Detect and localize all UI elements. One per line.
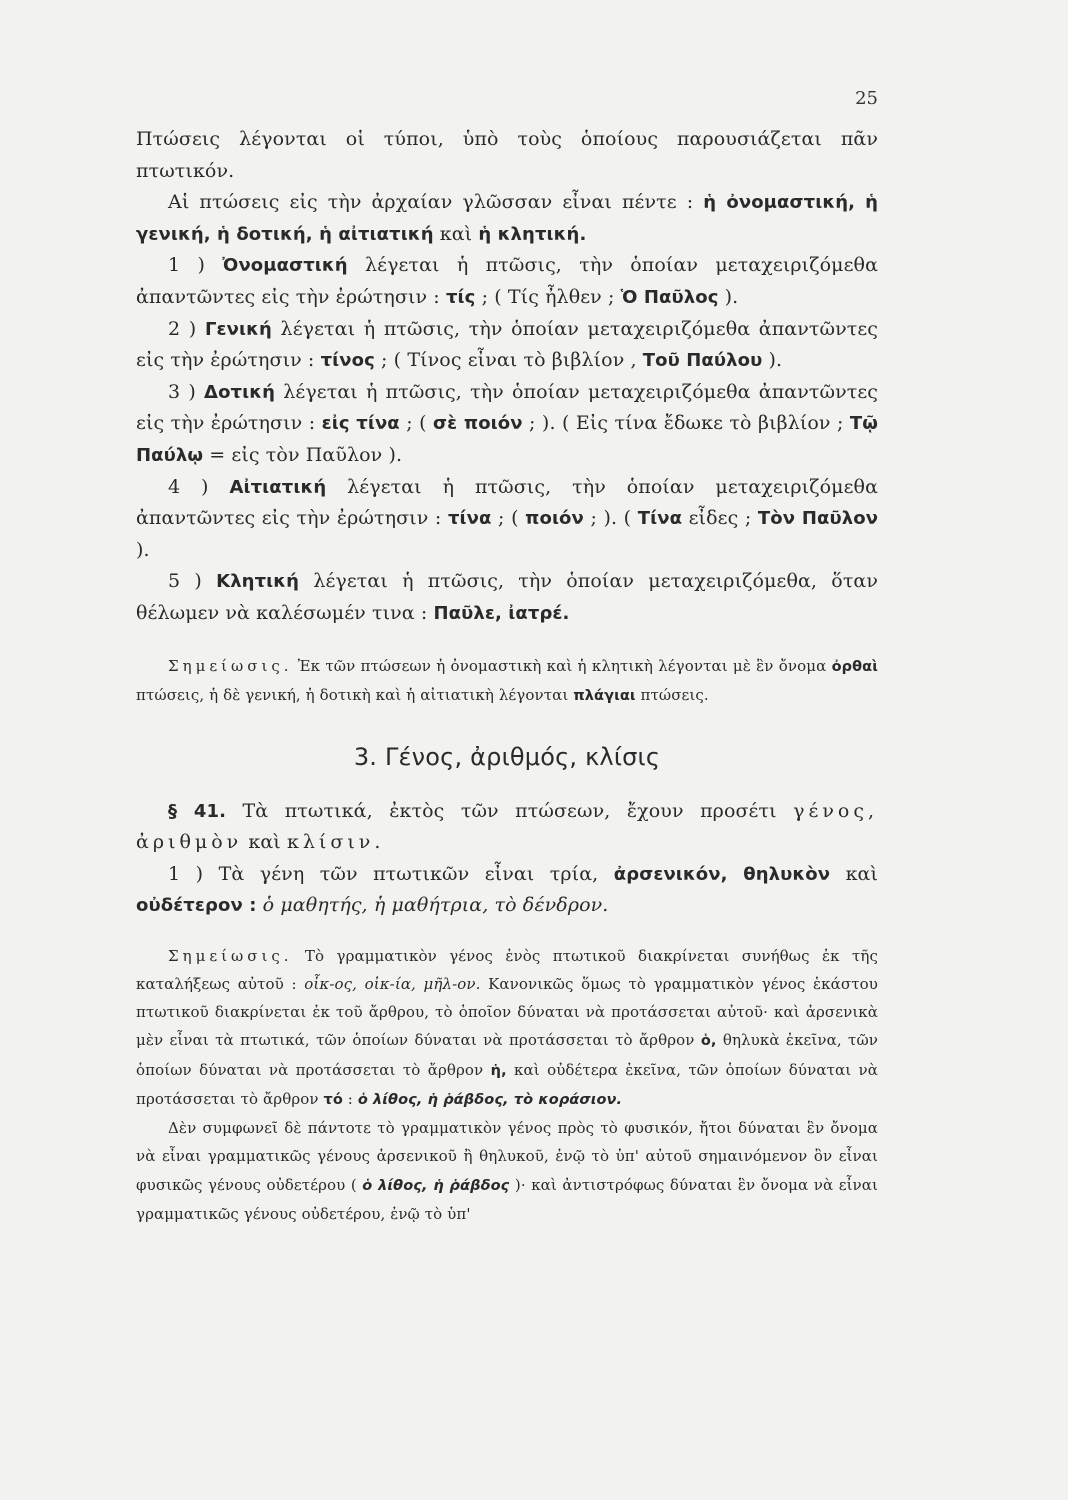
- section-number: § 41.: [168, 800, 227, 822]
- case-term: Ὀνομαστική: [222, 255, 348, 277]
- text: Ἐκ τῶν πτώσεων ἡ ὀνομαστικὴ καὶ ἡ κλητικὴ λέγονται μὲ ἓν ὄνομα: [297, 656, 827, 675]
- example: ; ). ( Εἰς τίνα ἔδωκε τὸ βιβλίον ;: [529, 412, 844, 435]
- question-word: τίς: [445, 286, 476, 308]
- paragraph-41: [136, 796, 878, 859]
- example: ὁ λίθος, ἡ ῥάβδος, τὸ κοράσιον.: [357, 1091, 623, 1108]
- text: Δὲν συμφωνεῖ δὲ πάντοτε τὸ γραμματικὸν γένος πρὸς τὸ φυσικόν, ἤτοι δύναται ἓν ὄνομα νὰ εἶναι γραμματικῶς γένους ἀρσενικοῦ ἢ θηλυκοῦ, ἐνῷ τὸ ὑπ' αὐτοῦ σημαινόμενον ὂν εἶναι φυσικῶς γένους οὐδετέρου (: [136, 1119, 878, 1194]
- question-word: τίνος: [320, 350, 375, 372]
- bold-term: πλάγιαι: [573, 687, 636, 704]
- question-word: Τίνα: [637, 508, 683, 530]
- definition-text: Πτώσεις λέγονται οἱ τύποι, ὑπὸ τοὺς ὁποίους παρουσιάζεται πᾶν πτωτικόν.: [136, 128, 878, 182]
- text: λέγεται ἡ πτῶσις, τὴν ὁποίαν μεταχειριζόμεθα ἀπαντῶντες εἰς τὴν ἐρώτησιν :: [136, 254, 879, 308]
- case-term: Κλητική: [216, 571, 300, 593]
- bold-term: ὀρθαὶ: [831, 658, 878, 675]
- answer: Τὸν Παῦλον: [757, 508, 879, 530]
- text: καὶ: [439, 222, 473, 245]
- bold-term: ἡ γενική, ἡ δοτική, ἡ αἰτιατική: [136, 192, 878, 245]
- case-accusative: [136, 472, 878, 567]
- text: ; (: [498, 507, 519, 530]
- paragraph-definition: [136, 124, 878, 187]
- text: )· καὶ ἀντιστρόφως δύναται ἓν ὄνομα νὰ εἶναι γραμματικῶς γένους οὐδετέρου, ἐνῷ τὸ ὑπ': [136, 1175, 878, 1223]
- text: πτώσεις, ἡ δὲ γενική, ἡ δοτικὴ καὶ ἡ αἰτιατικὴ λέγονται: [136, 685, 569, 704]
- text: ).: [768, 349, 783, 372]
- text: Τὰ γένη τῶν πτωτικῶν εἶναι τρία,: [218, 862, 599, 885]
- text: λέγεται ἡ πτῶσις, τὴν ὁποίαν μεταχειριζόμεθα ἀπαντῶντες εἰς τὴν ἐρώτησιν :: [136, 380, 879, 435]
- bold-term: ἡ ὀνομαστική,: [703, 192, 856, 214]
- item-number: 1 ): [168, 862, 204, 885]
- text: καὶ οὐδέτερα ἐκεῖνα, τῶν ὁποίων δύναται νὰ προτάσσεται τὸ ἄρθρον: [136, 1060, 878, 1108]
- answer: Παῦλε, ἰατρέ.: [433, 602, 570, 624]
- bold-term: ἡ κλητική.: [478, 223, 587, 245]
- question-word: ποιόν: [525, 508, 584, 530]
- case-term: Δοτική: [204, 381, 276, 403]
- page-number: 25: [855, 88, 878, 109]
- example: ; ). (: [590, 507, 632, 530]
- text: ; (: [406, 412, 427, 435]
- question-word: σὲ ποιόν: [433, 413, 523, 435]
- case-number: 1 ): [168, 254, 205, 277]
- answer: Τοῦ Παύλου: [642, 350, 763, 372]
- note-gender-continued: [136, 1114, 878, 1228]
- case-number: 4 ): [168, 475, 209, 498]
- article: ὁ,: [700, 1033, 717, 1050]
- note-label: Σημείωσις.: [168, 656, 293, 675]
- article: τό: [323, 1091, 343, 1108]
- case-vocative: [136, 566, 878, 629]
- example: οἶκ-ος, οἰκ-ία, μῆλ-ον.: [304, 975, 481, 994]
- case-genitive: [136, 314, 878, 377]
- text: Τὰ πτωτικά, ἐκτὸς τῶν πτώσεων, ἔχουν προσέτι: [242, 799, 777, 822]
- text: Τὸ γραμματικὸν γένος ἑνὸς πτωτικοῦ διακρίνεται συνήθως ἐκ τῆς καταλήξεως αὐτοῦ :: [136, 946, 878, 994]
- case-number: 5 ): [168, 570, 202, 593]
- text: καὶ: [248, 831, 281, 854]
- note-cases: [136, 652, 878, 710]
- text: θηλυκὰ ἐκεῖνα, τῶν ὁποίων δύναται νὰ προτάσσεται τὸ ἄρθρον: [136, 1031, 879, 1079]
- case-dative: [136, 377, 878, 472]
- text: :: [347, 1089, 353, 1108]
- case-term: Γενική: [204, 318, 272, 340]
- text: λέγεται ἡ πτῶσις, τὴν ὁποίαν μεταχειριζόμεθα ἀπαντῶντες εἰς τὴν ἐρώτησιν :: [136, 475, 879, 530]
- example: εἶδες ;: [688, 507, 752, 530]
- text: ).: [724, 285, 739, 308]
- spaced-term: κλίσιν.: [286, 831, 385, 854]
- example: ὁ μαθητής, ἡ μαθήτρια, τὸ δένδρον.: [262, 894, 609, 917]
- text: λέγεται ἡ πτῶσις, τὴν ὁποίαν μεταχειριζόμεθα, ὅταν θέλωμεν νὰ καλέσωμέν τινα :: [136, 570, 879, 624]
- note-gender: [136, 942, 878, 1114]
- case-number: 2 ): [168, 317, 197, 340]
- page-body: [136, 124, 878, 1228]
- text: = εἰς τὸν Παῦλον ).: [209, 443, 403, 466]
- paragraph-genders: [136, 859, 878, 922]
- answer: Ὁ Παῦλος: [620, 286, 719, 308]
- spaced-term: γένος,: [793, 799, 879, 822]
- text: ).: [136, 538, 150, 561]
- text: πτώσεις.: [640, 685, 709, 704]
- case-number: 3 ): [168, 380, 196, 403]
- text: Κανονικῶς ὅμως τὸ γραμματικὸν γένος ἑκάστου πτωτικοῦ διακρίνεται ἐκ τοῦ ἄρθρου, τὸ ὁποῖον δύναται νὰ προτάσσεται αὐτοῦ· καὶ ἀρσενικὰ μὲν εἶναι τὰ πτωτικά, τῶν ὁποίων δύναται νὰ προτάσσεται τὸ ἄρθρον: [136, 975, 878, 1050]
- section-heading: 3. Γένος, ἀριθμός, κλίσις: [353, 742, 661, 771]
- case-nominative: [136, 250, 878, 313]
- note-label: Σημείωσις.: [168, 946, 293, 965]
- question-word: εἰς τίνα: [321, 413, 400, 435]
- example: ; ( Τίνος εἶναι τὸ βιβλίον ,: [381, 349, 637, 372]
- case-term: Αἰτιατική: [229, 476, 327, 498]
- text: Αἱ πτώσεις εἰς τὴν ἀρχαίαν γλῶσσαν εἶναι πέντε :: [168, 191, 694, 214]
- paragraph-five-cases: [136, 187, 878, 250]
- bold-term: οὐδέτερον :: [136, 895, 257, 917]
- answer: Τῷ Παύλῳ: [136, 413, 879, 466]
- question-word: τίνα: [447, 508, 492, 530]
- article: ἡ,: [490, 1062, 507, 1079]
- text: καὶ: [845, 862, 879, 885]
- example: ; ( Τίς ἦλθεν ;: [481, 285, 615, 308]
- example: ὁ λίθος, ἡ ῥάβδος: [362, 1177, 510, 1194]
- spaced-term: ἀριθμὸν: [136, 831, 243, 854]
- bold-term: ἀρσενικόν, θηλυκὸν: [613, 863, 831, 885]
- text: λέγεται ἡ πτῶσις, τὴν ὁποίαν μεταχειριζόμεθα ἀπαντῶντες εἰς τὴν ἐρώτησιν :: [136, 317, 879, 372]
